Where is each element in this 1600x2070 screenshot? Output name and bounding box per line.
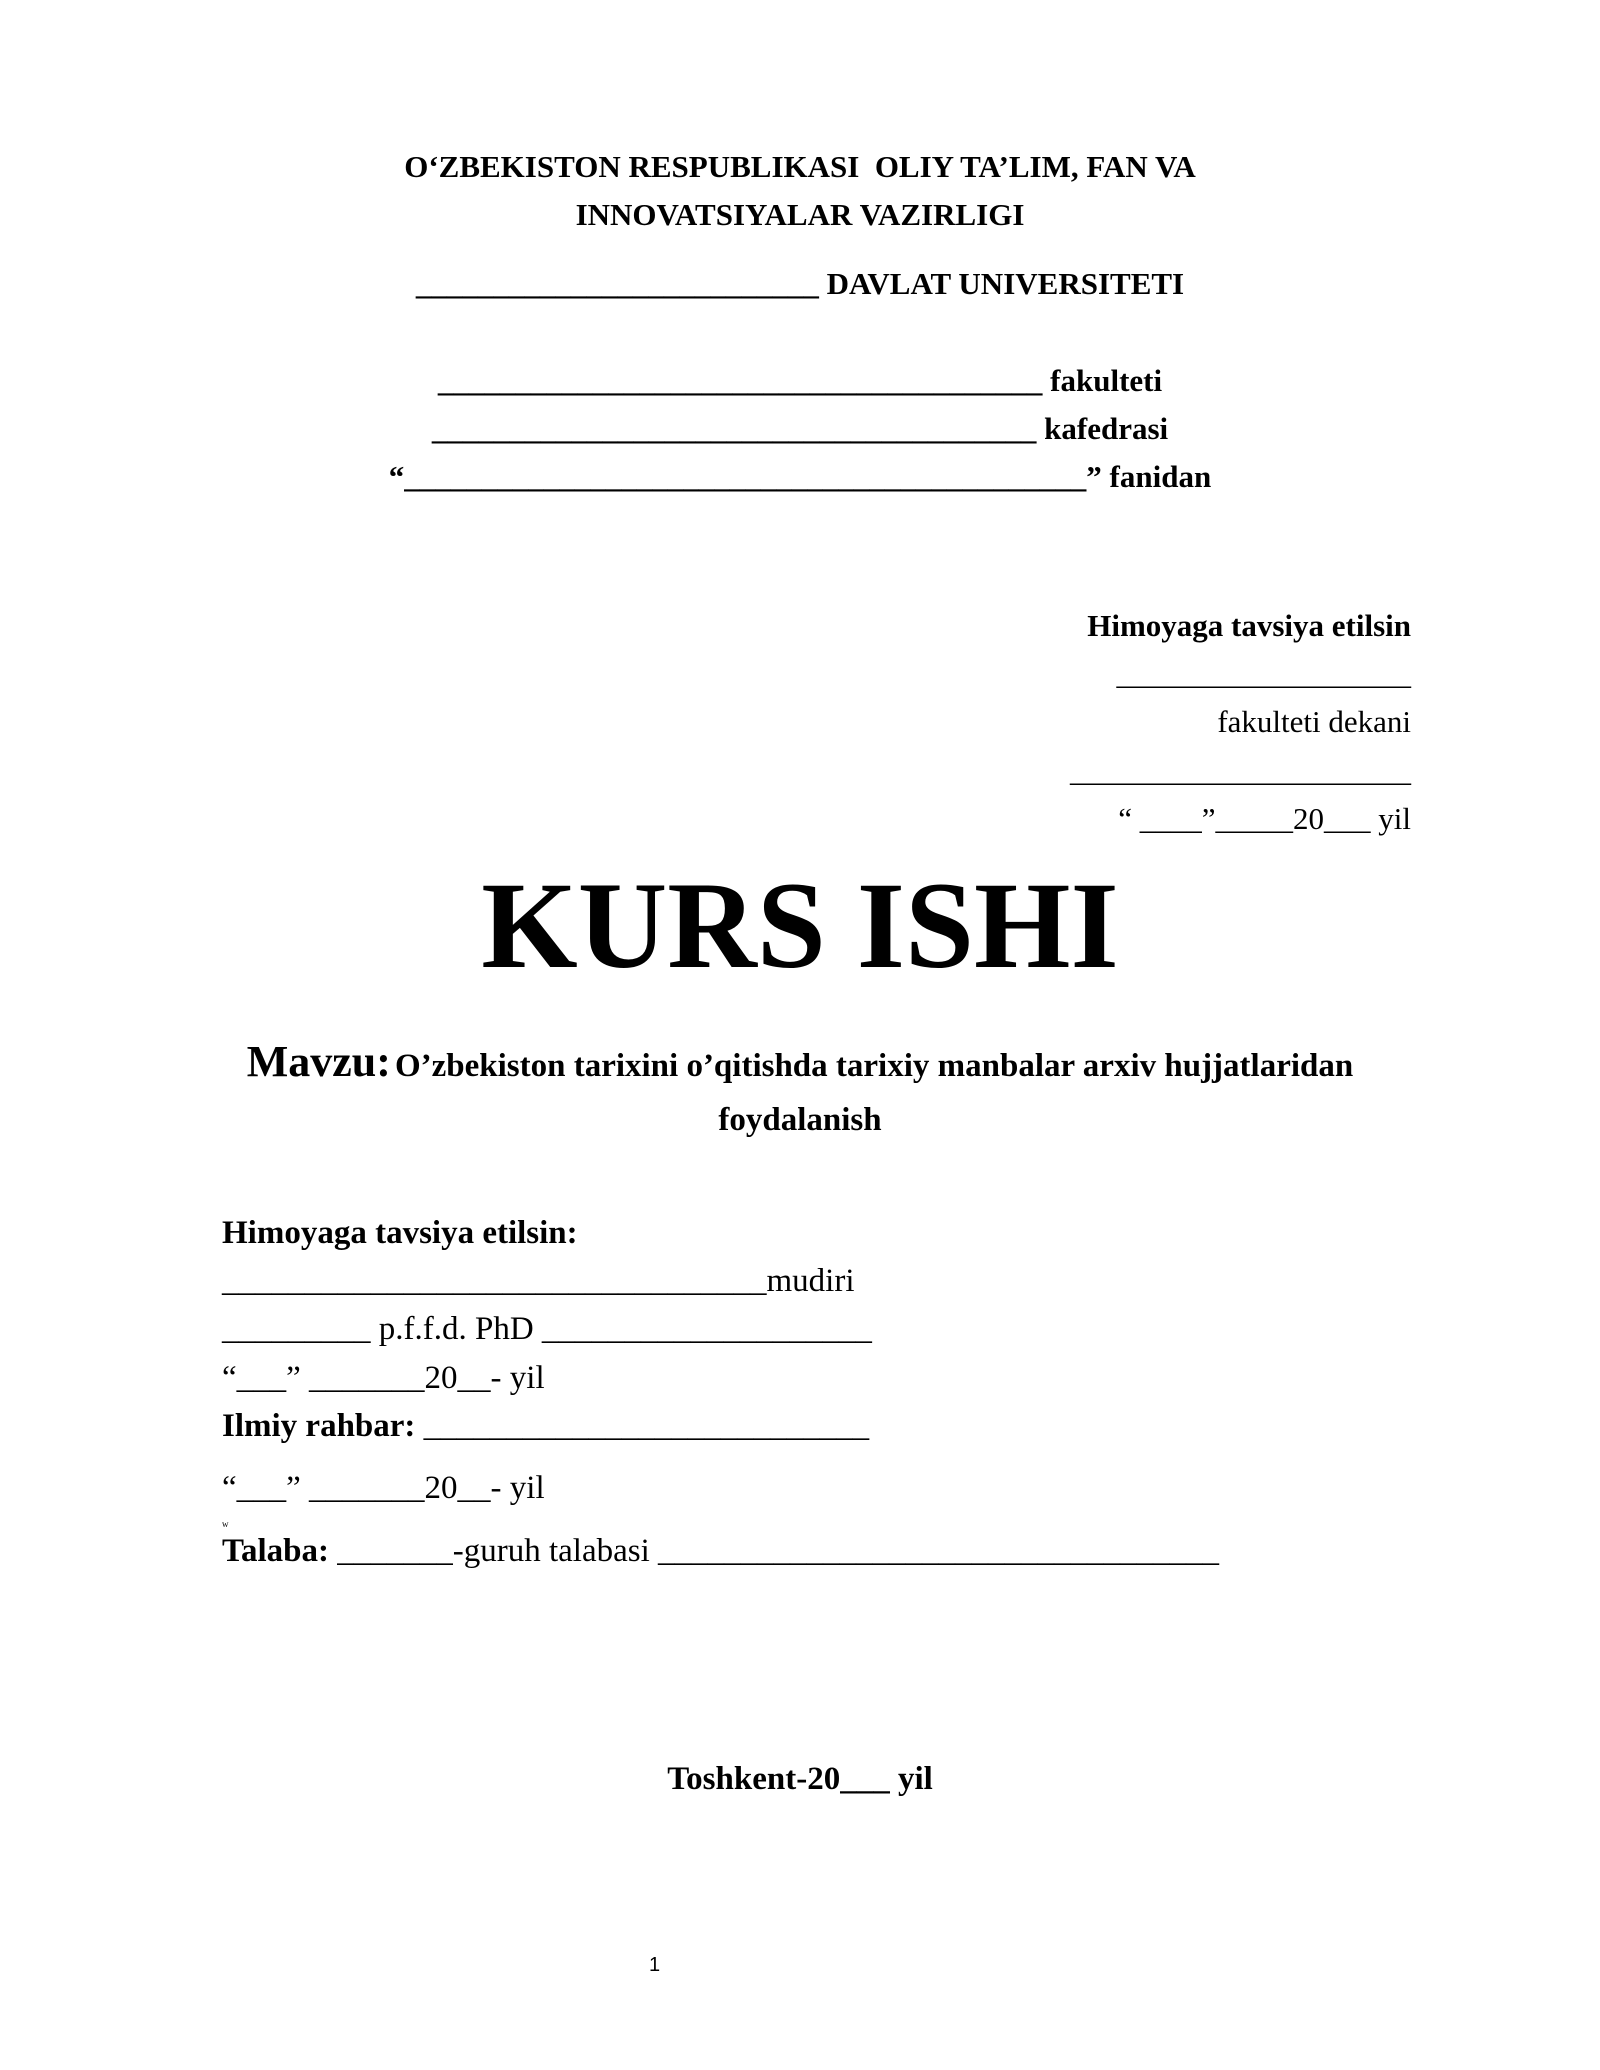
tiny-mark: w bbox=[222, 1519, 229, 1529]
topic-text-1: O’zbekiston tarixini o’qitishda tarixiy manbalar arxiv hujjatlaridan bbox=[394, 1048, 1354, 1084]
student-label: Talaba: bbox=[222, 1533, 329, 1569]
advisor-blank: ___________________________ bbox=[415, 1408, 870, 1444]
dean-label: fakulteti dekani bbox=[1217, 704, 1411, 739]
subject-line: “____________________________________________” fanidan bbox=[388, 459, 1212, 494]
main-title: KURS ISHI bbox=[481, 857, 1119, 994]
page-number: 1 bbox=[649, 1954, 661, 1976]
student-blank: _______-guruh talabasi __________________________________ bbox=[329, 1533, 1220, 1569]
ministry-line-1: O‘ZBEKISTON RESPUBLIKASI OLIY TA’LIM, FAN VA bbox=[404, 149, 1196, 184]
dean-signature-line: ___________________ bbox=[1116, 656, 1411, 691]
advisor-label: Ilmiy rahbar: bbox=[222, 1408, 416, 1444]
department-head-line: _________________________________mudiri bbox=[222, 1263, 855, 1299]
kafedra-line: _______________________________________ kafedrasi bbox=[431, 411, 1169, 446]
university-line: __________________________ DAVLAT UNIVERSITETI bbox=[415, 266, 1185, 301]
approval-heading-bottom: Himoyaga tavsiya etilsin: bbox=[222, 1215, 578, 1251]
city-year: Toshkent-20___ yil bbox=[667, 1761, 933, 1797]
dean-name-line: ______________________ bbox=[1070, 753, 1411, 788]
advisor-line bbox=[222, 1410, 869, 1443]
approval-heading-top: Himoyaga tavsiya etilsin bbox=[1087, 608, 1411, 643]
topic-line-1 bbox=[0, 1037, 1600, 1086]
approval-date-top: “ ____”_____20___ yil bbox=[1118, 801, 1411, 836]
topic-line-2: foydalanish bbox=[718, 1102, 882, 1138]
degree-line: _________ p.f.f.d. PhD ____________________ bbox=[222, 1311, 872, 1347]
topic-label: Mavzu: bbox=[246, 1037, 391, 1086]
ministry-line-2: INNOVATSIYALAR VAZIRLIGI bbox=[575, 197, 1025, 232]
approval-date-2: “___” _______20__- yil bbox=[222, 1470, 545, 1506]
approval-date-1: “___” _______20__- yil bbox=[222, 1360, 545, 1396]
faculty-line: _______________________________________ fakulteti bbox=[437, 363, 1163, 398]
student-line bbox=[222, 1535, 1219, 1568]
